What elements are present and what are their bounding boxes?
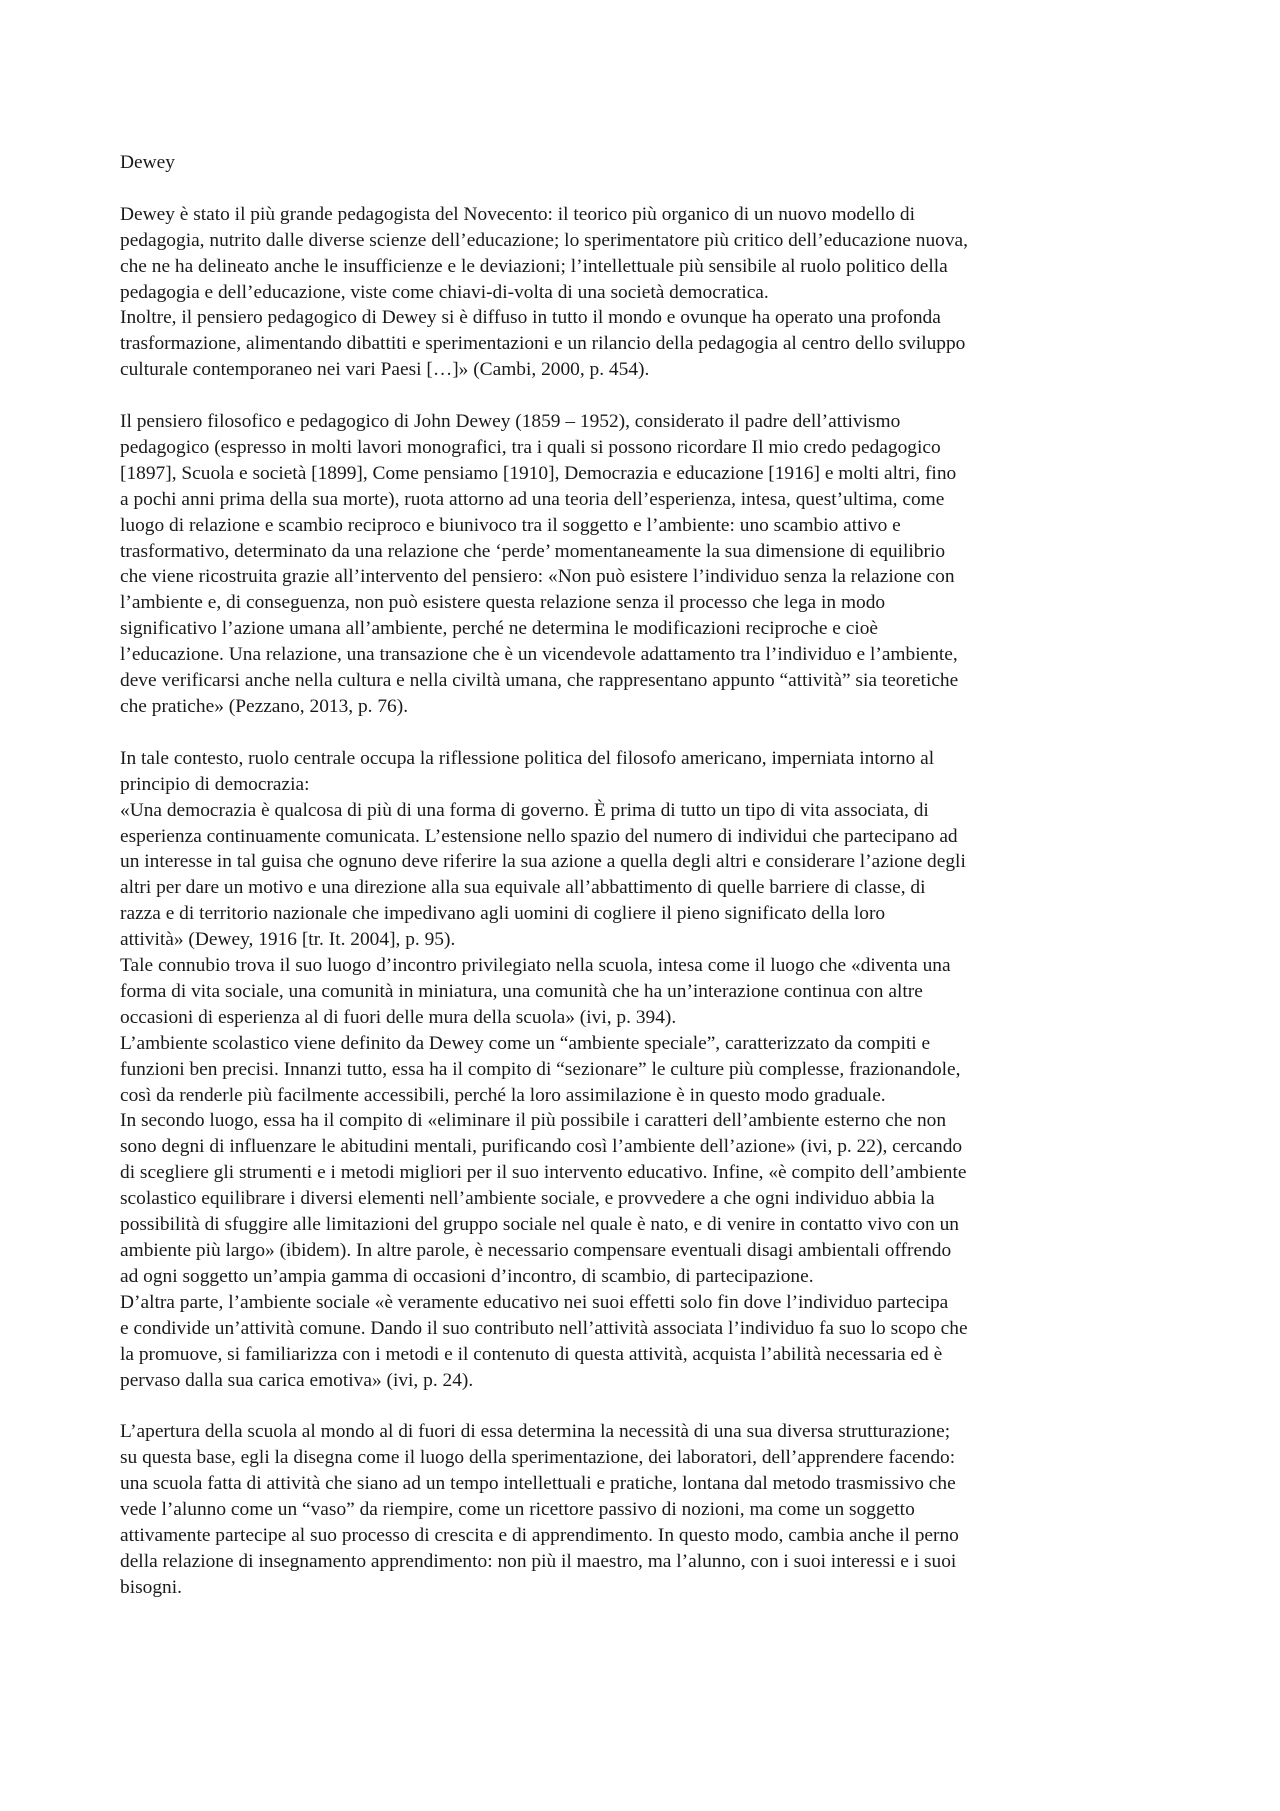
text-line: D’altra parte, l’ambiente sociale «è veramente educativo nei suoi effetti solo fin dove l’individuo partecipa	[120, 1291, 949, 1313]
text-line: [1897], Scuola e società [1899], Come pensiamo [1910], Democrazia e educazione [1916] e molti altri, fino	[120, 462, 957, 484]
paragraph-3	[120, 746, 1170, 1394]
text-line: pedagogico (espresso in molti lavori monografici, tra i quali si possono ricordare Il mio credo pedagogico	[120, 436, 941, 458]
text-line: possibilità di sfuggire alle limitazioni del gruppo sociale nel quale è nato, e di venire in contatto vivo con un	[120, 1214, 959, 1236]
text-line: pervaso dalla sua carica emotiva» (ivi, p. 24).	[120, 1369, 474, 1391]
paragraph-spacer	[120, 1393, 1170, 1419]
text-line: L’apertura della scuola al mondo al di fuori di essa determina la necessità di una sua diversa strutturazione;	[120, 1421, 951, 1443]
document-body	[120, 150, 1170, 1601]
text-line: Inoltre, il pensiero pedagogico di Dewey si è diffuso in tutto il mondo e ovunque ha operato una profonda	[120, 307, 941, 329]
text-line: principio di democrazia:	[120, 773, 310, 795]
text-line: L’ambiente scolastico viene definito da Dewey come un “ambiente speciale”, caratterizzato da compiti e	[120, 1032, 931, 1054]
text-line: a pochi anni prima della sua morte), ruota attorno ad una teoria dell’esperienza, intesa, quest’ultima, come	[120, 488, 945, 510]
text-line: l’educazione. Una relazione, una transazione che è un vicendevole adattamento tra l’individuo e l’ambiente,	[120, 644, 958, 666]
text-line: trasformativo, determinato da una relazione che ‘perde’ momentaneamente la sua dimensione di equilibrio	[120, 540, 946, 562]
text-line: altri per dare un motivo e una direzione alla sua equivale all’abbattimento di quelle barriere di classe, di	[120, 877, 926, 899]
text-line: attivamente partecipe al suo processo di crescita e di apprendimento. In questo modo, cambia anche il perno	[120, 1524, 959, 1546]
paragraph-spacer	[120, 720, 1170, 746]
text-line: così da renderle più facilmente accessibili, perché la loro assimilazione è in questo modo graduale.	[120, 1084, 886, 1106]
text-line: che ne ha delineato anche le insufficienze e le deviazioni; l’intellettuale più sensibile al ruolo politico della	[120, 255, 948, 277]
text-line: pedagogia, nutrito dalle diverse scienze dell’educazione; lo sperimentatore più critico dell’educazione nuova,	[120, 229, 968, 251]
text-line: «Una democrazia è qualcosa di più di una forma di governo. È prima di tutto un tipo di vita associata, di	[120, 799, 929, 821]
text-line: su questa base, egli la disegna come il luogo della sperimentazione, dei laboratori, dell’apprendere facendo:	[120, 1447, 956, 1469]
paragraph-2	[120, 409, 1170, 720]
text-line: In tale contesto, ruolo centrale occupa la riflessione politica del filosofo americano, imperniata intorno al	[120, 747, 935, 769]
text-line: una scuola fatta di attività che siano ad un tempo intellettuali e pratiche, lontana dal metodo trasmissivo che	[120, 1473, 956, 1495]
paragraph-spacer	[120, 176, 1170, 202]
text-line: di scegliere gli strumenti e i metodi migliori per il suo intervento educativo. Infine, «è compito dell’ambiente	[120, 1162, 967, 1184]
text-line: che pratiche» (Pezzano, 2013, p. 76).	[120, 696, 409, 717]
text-line: ambiente più largo» (ibidem). In altre parole, è necessario compensare eventuali disagi ambientali offrendo	[120, 1240, 952, 1262]
text-line: scolastico equilibrare i diversi elementi nell’ambiente sociale, e provvedere a che ogni individuo abbia la	[120, 1188, 935, 1210]
text-line: In secondo luogo, essa ha il compito di «eliminare il più possibile i caratteri dell’ambiente esterno che non	[120, 1110, 947, 1132]
text-line: razza e di territorio nazionale che impedivano agli uomini di cogliere il pieno significato della loro	[120, 903, 886, 925]
text-line: che viene ricostruita grazie all’intervento del pensiero: «Non può esistere l’individuo senza la relazione con	[120, 566, 955, 588]
text-line: attività» (Dewey, 1916 [tr. It. 2004], p. 95).	[120, 929, 456, 951]
text-line: Dewey è stato il più grande pedagogista del Novecento: il teorico più organico di un nuovo modello di	[120, 203, 916, 225]
text-line: della relazione di insegnamento apprendimento: non più il maestro, ma l’alunno, con i suoi interessi e i suoi	[120, 1550, 957, 1572]
text-line: vede l’alunno come un “vaso” da riempire, come un ricettore passivo di nozioni, ma come un soggetto	[120, 1499, 915, 1521]
text-line: funzioni ben precisi. Innanzi tutto, essa ha il compito di “sezionare” le culture più complesse, frazionandole,	[120, 1058, 961, 1080]
text-line: luogo di relazione e scambio reciproco e biunivoco tra il soggetto e l’ambiente: uno scambio attivo e	[120, 514, 901, 536]
text-line: la promuove, si familiarizza con i metodi e il contenuto di questa attività, acquista l’abilità necessaria ed è	[120, 1343, 943, 1365]
paragraph-spacer	[120, 383, 1170, 409]
text-line: trasformazione, alimentando dibattiti e sperimentazioni e un rilancio della pedagogia al centro dello sviluppo	[120, 333, 966, 355]
text-line: Tale connubio trova il suo luogo d’incontro privilegiato nella scuola, intesa come il luogo che «diventa una	[120, 955, 951, 977]
text-line: ad ogni soggetto un’ampia gamma di occasioni d’incontro, di scambio, di partecipazione.	[120, 1265, 814, 1287]
text-line: esperienza continuamente comunicata. L’estensione nello spazio del numero di individui che partecipano ad	[120, 825, 958, 847]
text-line: deve verificarsi anche nella cultura e nella civiltà umana, che rappresentano appunto “attività” sia teoretiche	[120, 670, 959, 692]
text-line: pedagogia e dell’educazione, viste come chiavi-di-volta di una società democratica.	[120, 281, 769, 303]
text-line: significativo l’azione umana all’ambiente, perché ne determina le modificazioni reciproche e cioè	[120, 618, 879, 640]
text-line: bisogni.	[120, 1576, 182, 1598]
text-line: sono degni di influenzare le abitudini mentali, purificando così l’ambiente dell’azione» (ivi, p. 22), cercando	[120, 1136, 963, 1158]
text-line: l’ambiente e, di conseguenza, non può esistere questa relazione senza il processo che lega in modo	[120, 592, 886, 614]
text-line: un interesse in tal guisa che ognuno deve riferire la sua azione a quella degli altri e considerare l’azione degli	[120, 851, 966, 873]
text-line: culturale contemporaneo nei vari Paesi […]» (Cambi, 2000, p. 454).	[120, 359, 650, 381]
paragraph-4	[120, 1419, 1170, 1600]
text-line: e condivide un’attività comune. Dando il suo contributo nell’attività associata l’individuo fa suo lo scopo che	[120, 1317, 968, 1339]
document-title: Dewey	[120, 152, 175, 173]
text-line: occasioni di esperienza al di fuori delle mura della scuola» (ivi, p. 394).	[120, 1006, 677, 1028]
paragraph-1	[120, 202, 1170, 383]
text-line: forma di vita sociale, una comunità in miniatura, una comunità che ha un’interazione continua con altre	[120, 980, 923, 1002]
text-line: Il pensiero filosofico e pedagogico di John Dewey (1859 – 1952), considerato il padre dell’attivismo	[120, 411, 901, 433]
